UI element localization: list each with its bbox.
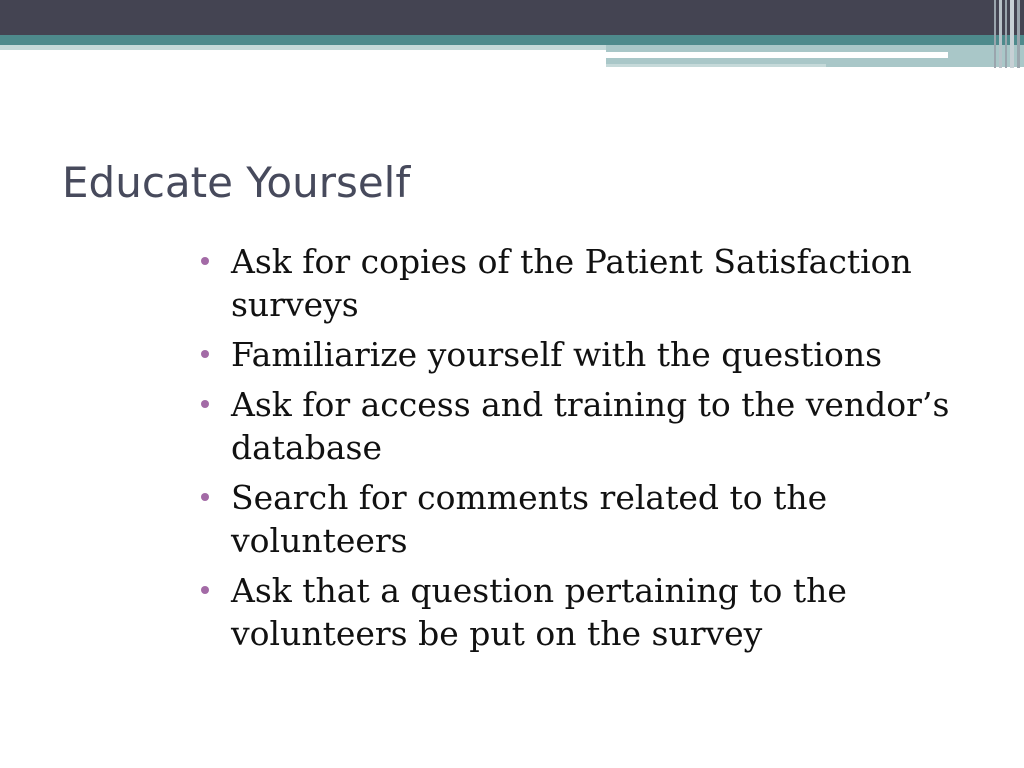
bullet-text: Ask for access and training to the vendor’s database	[231, 385, 950, 467]
bullet-item	[200, 240, 960, 326]
bullet-text: Search for comments related to the volunteers	[231, 478, 828, 560]
slide-title: Educate Yourself	[62, 158, 411, 207]
bullet-item	[200, 569, 960, 655]
bullet-icon	[201, 400, 209, 408]
bullet-icon	[201, 257, 209, 265]
edge-stripe	[1010, 0, 1014, 68]
bullet-icon	[201, 586, 209, 594]
bullet-icon	[201, 493, 209, 501]
bullet-item	[200, 333, 960, 376]
bullet-list	[200, 240, 960, 662]
header-right-accent-inner	[606, 52, 948, 58]
bullet-text: Familiarize yourself with the questions	[231, 335, 883, 374]
edge-stripe	[1017, 0, 1020, 68]
header-teal-band	[0, 35, 1024, 45]
header-dark-band	[0, 0, 1024, 35]
edge-stripe	[1005, 0, 1007, 68]
bullet-item	[200, 476, 960, 562]
bullet-item	[200, 383, 960, 469]
header-right-accent-line	[606, 64, 826, 67]
bullet-icon	[201, 350, 209, 358]
bullet-text: Ask for copies of the Patient Satisfaction surveys	[231, 242, 912, 324]
edge-stripe	[999, 0, 1002, 68]
bullet-text: Ask that a question pertaining to the volunteers be put on the survey	[231, 571, 847, 653]
edge-stripe	[994, 0, 996, 68]
